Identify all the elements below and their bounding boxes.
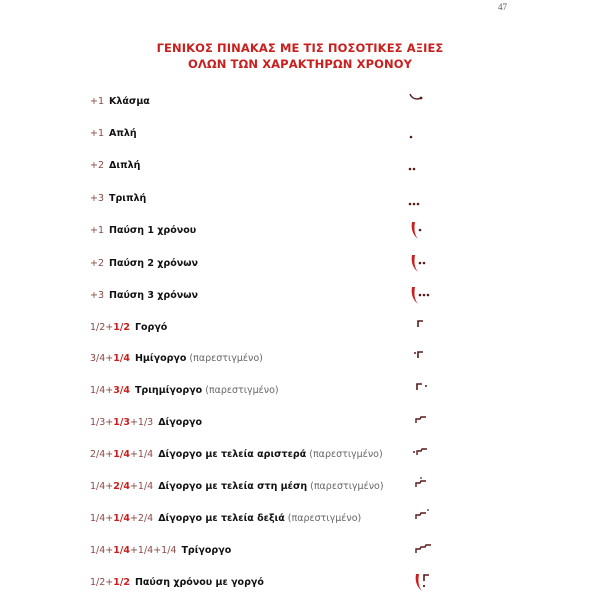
time-value-main: 1/3 — [113, 417, 130, 428]
character-name: Παύση χρόνου με γοργό — [134, 577, 264, 588]
row-text — [90, 479, 384, 495]
time-value-part: 1/4+ — [90, 481, 114, 492]
time-value-main: 1/4 — [113, 545, 130, 556]
tripli-icon — [408, 189, 448, 211]
character-name: Δίγοργο με τελεία στη μέση — [158, 481, 308, 492]
table-row — [90, 320, 490, 336]
row-text — [90, 511, 361, 527]
title-line-2: ΟΛΩΝ ΤΩΝ ΧΑΡΑΚΤΗΡΩΝ ΧΡΟΝΟΥ — [187, 57, 413, 71]
time-value-part: +1 — [90, 225, 105, 236]
time-value-part: +3 — [90, 290, 105, 301]
time-value — [90, 96, 104, 107]
time-value-part: 3/4+ — [90, 353, 114, 364]
time-value-main: 2/4 — [113, 481, 130, 492]
digorgo-right-dot-icon — [412, 508, 452, 530]
character-name: Ημίγοργο — [134, 353, 187, 364]
row-text — [90, 575, 264, 591]
time-value-part: 1/3+ — [90, 417, 114, 428]
time-value — [90, 513, 153, 524]
row-text — [90, 543, 231, 559]
time-value-part: +1/3 — [129, 417, 154, 428]
character-name: Παύση 2 χρόνων — [109, 258, 198, 269]
character-note: (παρεστιγμένο) — [310, 481, 384, 492]
time-value-part: +3 — [90, 193, 105, 204]
title-line-1: ΓΕΝΙΚΟΣ ΠΙΝΑΚΑΣ ΜΕ ΤΙΣ ΠΟΣΟΤΙΚΕΣ ΑΞΙΕΣ — [156, 41, 444, 55]
time-value — [90, 481, 153, 492]
klasma-icon — [408, 92, 448, 114]
time-value-part: 1/4+ — [90, 513, 114, 524]
row-text — [90, 223, 196, 239]
time-value-part: +1 — [90, 96, 105, 107]
table-row — [90, 383, 490, 399]
time-value — [90, 577, 130, 588]
row-text — [90, 383, 279, 399]
digorgo-left-dot-icon — [412, 444, 452, 466]
row-text — [90, 447, 383, 463]
time-value-main: 1/2 — [113, 577, 130, 588]
table-row — [90, 223, 490, 239]
character-name: Κλάσμα — [109, 96, 150, 107]
character-name: Παύση 3 χρόνων — [109, 290, 198, 301]
trigorgo-icon — [412, 540, 452, 562]
gorgo-icon — [412, 317, 452, 339]
time-value — [90, 193, 104, 204]
row-text — [90, 288, 198, 304]
time-value — [90, 545, 176, 556]
character-name: Τριπλή — [109, 193, 147, 204]
time-value-part: 1/4+ — [90, 545, 114, 556]
row-text — [90, 158, 140, 174]
time-value — [90, 225, 104, 236]
pausi-gorgo-icon — [412, 572, 452, 594]
time-value-main: 3/4 — [113, 385, 130, 396]
row-text — [90, 256, 198, 272]
row-text — [90, 126, 137, 142]
table-row — [90, 415, 490, 431]
time-value — [90, 290, 104, 301]
character-note: (παρεστιγμένο) — [287, 513, 362, 524]
time-value-main: 1/4 — [113, 449, 130, 460]
page-title — [0, 40, 600, 72]
time-value-main: 1/2 — [113, 322, 130, 333]
time-value — [90, 385, 130, 396]
triimigorgo-icon — [412, 380, 452, 402]
row-text — [90, 415, 202, 431]
time-value — [90, 322, 130, 333]
time-value — [90, 258, 104, 269]
time-value-part: +2 — [90, 160, 105, 171]
table-row — [90, 94, 490, 110]
digorgo-icon — [412, 412, 452, 434]
table-row — [90, 191, 490, 207]
digorgo-mid-dot-icon — [412, 476, 452, 498]
dipli-icon — [408, 156, 448, 178]
character-name: Δίγοργο — [158, 417, 203, 428]
time-value-part: +1/4 — [129, 449, 154, 460]
time-value — [90, 353, 130, 364]
pausi-2-icon — [408, 253, 448, 275]
time-value — [90, 417, 153, 428]
character-note: (παρεστιγμένο) — [205, 385, 279, 396]
time-value-main: 1/4 — [113, 353, 130, 364]
time-value-part: +1/4 — [129, 481, 154, 492]
character-name: Απλή — [109, 128, 137, 139]
character-name: Τρίγοργο — [181, 545, 232, 556]
row-text — [90, 320, 167, 336]
character-name: Τριημίγοργο — [134, 385, 203, 396]
pausi-1-icon — [408, 220, 448, 242]
table-row — [90, 288, 490, 304]
time-value — [90, 128, 104, 139]
table-row — [90, 511, 490, 527]
table-row — [90, 479, 490, 495]
time-value-part: +1 — [90, 128, 105, 139]
time-value-part: 1/4+ — [90, 385, 114, 396]
time-value — [90, 449, 153, 460]
table-row — [90, 575, 490, 591]
imigorgo-icon — [412, 348, 452, 370]
character-note: (παρεστιγμένο) — [189, 353, 263, 364]
time-value-part: +2/4 — [129, 513, 154, 524]
character-name: Δίγοργο με τελεία δεξιά — [158, 513, 285, 524]
character-name: Διπλή — [109, 160, 141, 171]
character-name: Δίγοργο με τελεία αριστερά — [158, 449, 307, 460]
table-row — [90, 351, 490, 367]
row-text — [90, 94, 150, 110]
time-value-part: 1/2+ — [90, 322, 114, 333]
apli-icon — [408, 124, 448, 146]
table-row — [90, 543, 490, 559]
time-value-part: 1/2+ — [90, 577, 114, 588]
time-value-part: 2/4+ — [90, 449, 114, 460]
row-text — [90, 191, 146, 207]
time-value — [90, 160, 104, 171]
time-value-main: 1/4 — [113, 513, 130, 524]
row-text — [90, 351, 263, 367]
pausi-3-icon — [408, 285, 448, 307]
table-row — [90, 256, 490, 272]
table-row — [90, 126, 490, 142]
character-name: Γοργό — [134, 322, 168, 333]
character-name: Παύση 1 χρόνου — [109, 225, 197, 236]
time-value-part: +2 — [90, 258, 105, 269]
table-row — [90, 158, 490, 174]
page-number: 47 — [498, 2, 507, 12]
time-value-part: +1/4+1/4 — [129, 545, 177, 556]
character-note: (παρεστιγμένο) — [309, 449, 383, 460]
table-row — [90, 447, 490, 463]
